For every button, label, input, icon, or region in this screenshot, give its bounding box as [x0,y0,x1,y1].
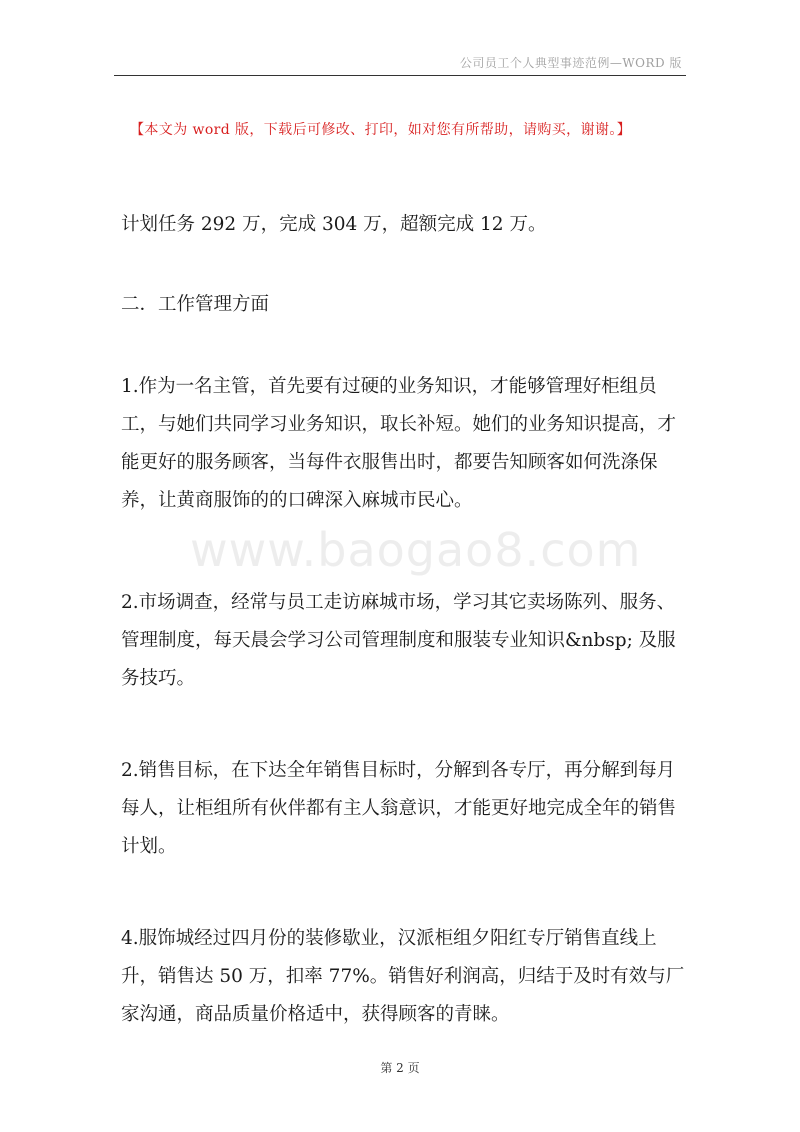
paragraph-item-4: 4.服饰城经过四月份的装修歇业，汉派柜组夕阳红专厅销售直线上升，销售达 50 万，扣率 77%。销售好利润高，归结于及时有效与厂家沟通，商品质量价格适中，获得顾客的青睐。 [121,928,685,1025]
page-number: 第 2 页 [380,1061,420,1075]
section-heading: 二．工作管理方面 [121,294,270,315]
paragraph-item-2-sales: 2.销售目标，在下达全年销售目标时，分解到各专厅，再分解到每月每人，让柜组所有伙伴都有主人翁意识，才能更好地完成全年的销售计划。 [121,760,677,857]
header-divider [114,75,686,76]
watermark: www.baogao8.com [190,523,642,577]
paragraph-item-1: 1.作为一名主管，首先要有过硬的业务知识，才能够管理好柜组员工，与她们共同学习业务知识，取长补短。她们的业务知识提高，才能更好的服务顾客，当每件衣服售出时，都要告知顾客如何洗涤保养，让黄商服饰的的口碑深入麻城市民心。 [121,376,677,511]
header-title: 公司员工个人典型事迹范例—WORD 版 [459,56,682,70]
notice-text: 【本文为 word 版，下载后可修改、打印，如对您有所帮助，请购买，谢谢。】 [130,122,632,138]
paragraph-plan-summary: 计划任务 292 万，完成 304 万，超额完成 12 万。 [121,214,547,235]
paragraph-item-2-market: 2.市场调查，经常与员工走访麻城市场，学习其它卖场陈列、服务、管理制度，每天晨会学习公司管理制度和服装专业知识&nbsp; 及服务技巧。 [121,592,676,689]
